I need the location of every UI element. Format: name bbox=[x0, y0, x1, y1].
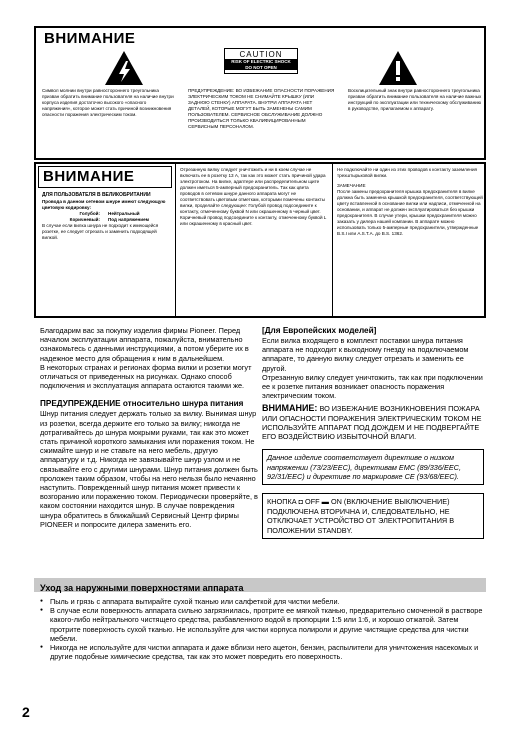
europe-paragraph: Если вилка входящего в комплект поставки шнура питания аппарата не подходит к выходному гнезду на подключаемом аппарате, то данную вилку следует отрезать и заменить ее другой. bbox=[262, 336, 469, 373]
uk-warning-box bbox=[34, 162, 486, 318]
uk-middle-column: Отрезанную вилку следует уничтожить и ни в коем случае не включать ее в розетку 13 A, так как это может стать причиной удара электротоком. На вилке, адаптере или распределительном щите должен иметься 5-амперный предохранитель. Так как цвета проводов в сетевом шнуре данного аппарата могут не соответствовать цветовым отметкам, которыми помечены контакты вилки, проделайте следующее: Голубой провод подсоедините к контакту, отмеченному буквой N или окрашенному в черный цвет. Коричневый провод подсоедините к контакту, отмеченному буквой L или окрашенному в красный цвет. bbox=[180, 167, 327, 226]
left-column bbox=[40, 326, 258, 529]
caution-bottom-text-1: RISK OF ELECTRIC SHOCK bbox=[225, 59, 297, 65]
warning-box bbox=[34, 26, 486, 160]
lightning-explanation: Символ молнии внутри равностороннего треугольника призван обратить внимание пользователя на наличие внутри корпуса изделия достаточно высокого «опасного напряжения», которое может стать причиной возникновения опасности поражения электрическим током. bbox=[42, 88, 174, 117]
uk-right-heading: ЗАМЕЧАНИЕ bbox=[337, 183, 366, 188]
column-divider bbox=[175, 164, 176, 316]
warning-title: ВНИМАНИЕ bbox=[44, 30, 136, 47]
lightning-triangle-icon bbox=[104, 50, 144, 86]
uk-warning-title-box bbox=[38, 166, 172, 188]
europe-heading: [Для Европейских моделей] bbox=[262, 326, 377, 335]
intro-paragraph: Благодарим вас за покупку изделия фирмы Pioneer. Перед началом эксплуатации аппарата, пожалуйста, внимательно ознакомьтесь с данными инструкциями, а потом уберите их в надежное место для обращения к ним в дальнейшем. bbox=[40, 326, 249, 363]
directive-box: Данное изделие соответствует директиве о низком напряжении (73/23/EEC), директивам EMC (89/336/EEC, 92/31/EEC) и директиве по маркировке CE (93/68/EEC). bbox=[262, 449, 484, 485]
caution-label bbox=[224, 48, 298, 74]
uk-color-label: Коричневый: bbox=[69, 217, 100, 222]
exclamation-explanation: Восклицательный знак внутри равностороннего треугольника призван обратить внимание пользователя на наличие важных инструкций по эксплуатации или техническому обслуживанию в руководстве, прилагаемом к аппарату. bbox=[348, 88, 482, 111]
uk-subtitle: ДЛЯ ПОЛЬЗОВАТЕЛЯ В ВЕЛИКОБРИТАНИИ bbox=[42, 192, 151, 198]
uk-color-intro: Провода в данном сетевом шнуре имеют следующую цветовую кодировку: bbox=[42, 199, 166, 210]
uk-right-body: После замены предохранителя крышка предохранителя в вилке должна быть заменена крышкой предохранителя, соответствующей цвету вставленной в основание вилки или надписи, отмеченной на основании, и аппарат не должен эксплуатироваться без крышки предохранителя. В случае утери, крышки предохранителя можно заказать у дилера нашей компании. В аппарате можно использовать только 5-амперные предохранители, утвержденные B.S.I или A.S.T.A. до B.S. 1362. bbox=[337, 189, 483, 236]
uk-color-label: Голубой: bbox=[79, 211, 100, 216]
caution-bottom-text-2: DO NOT OPEN bbox=[225, 65, 297, 71]
europe-warning-text: ВО ИЗБЕЖАНИЕ ВОЗНИКНОВЕНИЯ ПОЖАРА ИЛИ ОПАСНОСТИ ПОРАЖЕНИЯ ЭЛЕКТРИЧЕСКИМ ТОКОМ НЕ ИСПОЛЬЗУЙТЕ АППАРАТ ПОД ДОЖДЕМ И НЕ ПОДВЕРГАЙТЕ ЕГО ВОЗДЕЙСТВИЮ ИЗБЫТОЧНОЙ ВЛАГИ. bbox=[262, 404, 482, 442]
column-divider bbox=[332, 164, 333, 316]
list-item: ● Пыль и грязь с аппарата вытирайте сухой тканью или салфеткой для чистки мебели. bbox=[40, 597, 486, 606]
list-item: ● В случае если поверхность аппарата сильно загрязнилась, протрите ее мягкой тканью, предварительно смоченной в растворе какого-либо нейтрального чистящего средства, разбавленного водой в пропорции 1:5 или 1:6, и хорошо отжатой. Затем протрите поверхность сухой тканью. Не используйте для чистки корпуса полироли и другие чистящие средства для чистки мебели. bbox=[40, 606, 486, 643]
care-heading-bar bbox=[34, 578, 486, 592]
caution-top-text: CAUTION bbox=[239, 50, 283, 59]
care-list bbox=[40, 597, 486, 661]
uk-left-body: В случае если вилка шнура не подходит к имеющейся розетке, ее следует отрезать и заменить подходящей вилкой. bbox=[42, 223, 159, 240]
caution-explanation: ПРЕДУПРЕЖДЕНИЕ: ВО ИЗБЕЖАНИЕ ОПАСНОСТИ ПОРАЖЕНИЯ ЭЛЕКТРИЧЕСКИМ ТОКОМ НЕ СНИМАЙТЕ КРЫШКУ (ИЛИ ЗАДНЮЮ СТЕНКУ) АППАРАТА. ВНУТРИ АППАРАТА НЕТ ДЕТАЛЕЙ, КОТОРЫЕ МОГУТ БЫТЬ ЗАМЕНЕНЫ САМИМ ПОЛЬЗОВАТЕЛЕМ. СЕРВИСНОЕ ОБСЛУЖИВАНИЕ ДОЛЖНО ПРОИЗВОДИТЬСЯ ТОЛЬКО КВАЛИФИЦИРОВАННЫМ СЕРВИСНЫМ ПЕРСОНАЛОМ. bbox=[188, 88, 335, 129]
standby-box: КНОПКА ◘ OFF ▬ ON (ВКЛЮЧЕНИЕ ВЫКЛЮЧЕНИЕ) ПОДКЛЮЧЕНА ВТОРИЧНА И, СЛЕДОВАТЕЛЬНО, НЕ ОТКЛЮЧАЕТ УСТРОЙСТВО ОТ ЭЛЕКТРОПИТАНИЯ В ПОЛОЖЕНИИ STANDBY. bbox=[262, 493, 484, 539]
uk-right-column bbox=[337, 167, 483, 237]
europe-warning bbox=[262, 404, 484, 441]
uk-left-column bbox=[42, 192, 170, 241]
europe-warning-label: ВНИМАНИЕ: bbox=[262, 403, 318, 414]
page-number: 2 bbox=[22, 704, 30, 720]
cord-heading: ПРЕДУПРЕЖДЕНИЕ относительно шнура питания bbox=[40, 399, 244, 409]
right-column bbox=[262, 326, 484, 539]
exclamation-triangle-icon bbox=[378, 50, 418, 86]
care-list-container bbox=[40, 597, 486, 661]
cord-body: Шнур питания следует держать только за вилку. Вынимая шнур из розетки, всегда держите его только за вилку; никогда не дотрагивайтесь до шнура мокрыми руками, так как это может стать причиной короткого замыкания или поражения током. Не сжимайте шнур и не ставьте на него мебель, другую аппаратуру и т.д. Никогда не завязывайте шнур узлом и не связывайте его с другими шнурами. Шнур питания должен быть проложен таким образом, чтобы на него нельзя было нечаянно наступить. Поврежденный шнур питания может привести к возгоранию или поражению током. Периодически проверяйте, в каком состоянии находится шнур. В случае повреждения шнура обратитесь в ближайший Сервисный Центр фирмы PIONEER и попросите дилера заменить его. bbox=[40, 409, 258, 529]
uk-warning-title: ВНИМАНИЕ bbox=[43, 168, 135, 185]
care-heading: Уход за наружными поверхностями аппарата bbox=[40, 583, 244, 593]
europe-paragraph: Отрезанную вилку следует уничтожить, так как при подключении ее к розетке питания возникает опасность поражения электрическим током. bbox=[262, 372, 483, 401]
intro-paragraph: В некоторых странах и регионах форма вилки и розетки могут отличаться от приведенных на рисунках. Однако способ подключения и эксплуатация аппарата остаются такими же. bbox=[40, 362, 252, 391]
uk-color-value: Под напряжением bbox=[108, 217, 150, 222]
uk-color-value: Нейтральный bbox=[108, 211, 140, 216]
uk-right-top: Не подключайте ни один из этих проводов к контакту заземления трехштырьковой вилки. bbox=[337, 167, 478, 178]
list-item: ● Никогда не используйте для чистки аппарата и даже вблизи него ацетон, бензин, распылители для уничтожения насекомых и другие подобные химические средства, так как это может повредить его поверхность. bbox=[40, 643, 486, 661]
